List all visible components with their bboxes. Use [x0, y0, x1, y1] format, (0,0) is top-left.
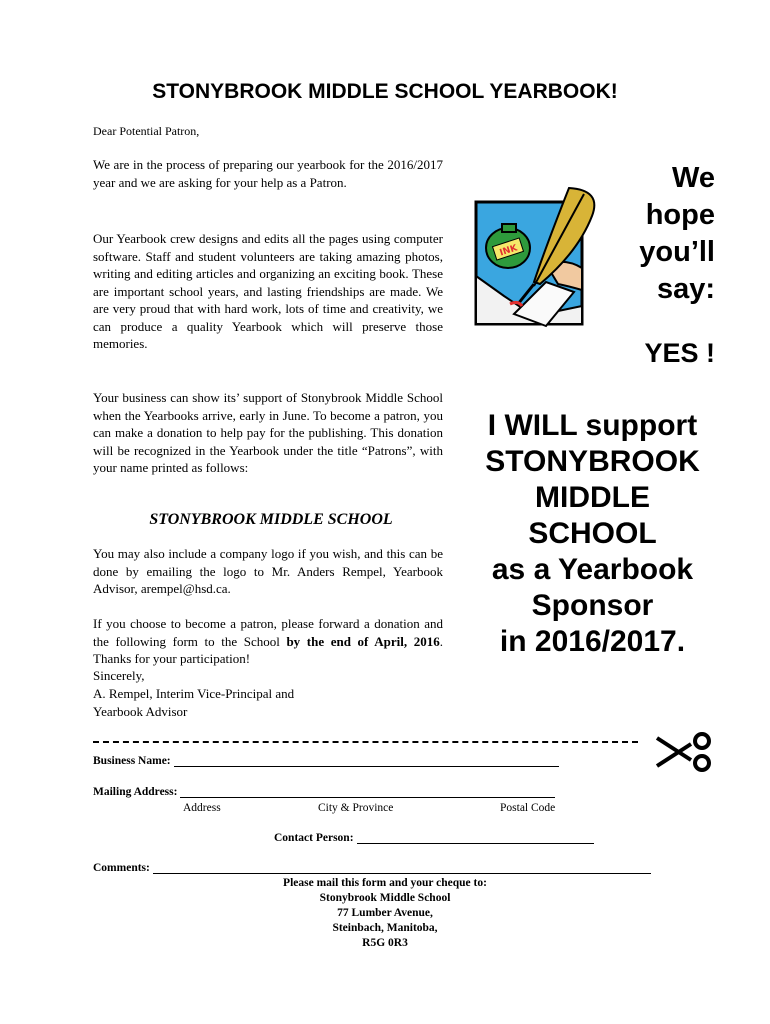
business-name-row: [93, 755, 559, 767]
signoff-title: Yearbook Advisor: [93, 704, 188, 719]
deadline-paragraph: [93, 615, 443, 668]
deadline-text-pre: If you choose to become a patron, please forward a donation and the following form to the School: [93, 616, 443, 649]
support-line: SCHOOL: [528, 517, 657, 550]
quill-ink-clipart: [474, 186, 604, 331]
contact-person-label: Contact Person:: [274, 832, 354, 844]
comments-field[interactable]: [153, 862, 651, 874]
intro-paragraph: We are in the process of preparing our yearbook for the 2016/2017 year and we are asking for your help as a Patron.: [93, 157, 443, 190]
support-line: as a Yearbook: [491, 553, 694, 586]
contact-person-row: [274, 832, 594, 844]
postal-code-sublabel: Postal Code: [500, 802, 556, 814]
mail-intro: Please mail this form and your cheque to:: [283, 877, 487, 889]
ink-label: INK: [498, 243, 519, 259]
support-line: MIDDLE: [535, 481, 650, 514]
mailing-address-field[interactable]: [180, 786, 555, 798]
mail-postal: R5G 0R3: [362, 937, 408, 949]
hope-callout: [620, 160, 715, 308]
signoff: [93, 667, 294, 721]
mailing-address-label: Mailing Address:: [93, 786, 178, 798]
support-line: STONYBROOK: [485, 445, 700, 478]
mailing-address-row: [93, 786, 555, 798]
hope-line-1: We: [672, 162, 715, 194]
hope-line-2: hope: [645, 199, 715, 231]
mailing-instructions: [0, 876, 770, 951]
support-statement: [460, 408, 725, 660]
address-sublabel: Address: [183, 802, 221, 814]
city-province-sublabel: City & Province: [318, 802, 394, 814]
mail-city: Steinbach, Manitoba,: [332, 922, 438, 934]
patron-paragraph: Your business can show its’ support of Stonybrook Middle School when the Yearbooks arrive, early in June. To become a patron, you can make a donation to help pay for the publishing. This donation will be recognized in the Yearbook under the title “Patrons”, with your name printed as follows:: [93, 390, 443, 475]
hope-line-4: say:: [656, 273, 715, 305]
support-line: Sponsor: [531, 589, 654, 622]
support-line: in 2016/2017.: [499, 625, 686, 658]
business-name-field[interactable]: [174, 755, 559, 767]
scissors-icon: [653, 732, 715, 772]
mail-school: Stonybrook Middle School: [319, 892, 451, 904]
patron-name-example: STONYBROOK MIDDLE SCHOOL: [149, 511, 393, 528]
comments-label: Comments:: [93, 862, 150, 874]
greeting: Dear Potential Patron,: [93, 124, 200, 138]
yearbook-crew-paragraph: Our Yearbook crew designs and edits all the pages using computer software. Staff and student volunteers are taking amazing photos, writing and editing articles and organizing an exciting book. These are important school years, and lasting friendships are made. We are very proud that with hard work, lots of time and creativity, we can produce a quality Yearbook which will preserve those memories.: [93, 231, 443, 351]
deadline-date: by the end of April, 2016: [286, 633, 440, 649]
deadline-text-post: . Thanks for your participation!: [93, 633, 443, 666]
signoff-closing: Sincerely,: [93, 668, 145, 683]
yes-callout: YES !: [644, 338, 715, 368]
business-name-label: Business Name:: [93, 755, 171, 767]
cut-line: [93, 741, 638, 743]
hope-line-3: you’ll: [639, 236, 715, 268]
support-line: I WILL support: [487, 409, 698, 442]
signoff-name: A. Rempel, Interim Vice-Principal and: [93, 686, 295, 701]
contact-person-field[interactable]: [357, 832, 594, 844]
page-title: STONYBROOK MIDDLE SCHOOL YEARBOOK!: [152, 80, 618, 103]
logo-paragraph: You may also include a company logo if you wish, and this can be done by emailing the logo to Mr. Anders Rempel, Yearbook Advisor, arempel@hsd.ca.: [93, 546, 443, 596]
comments-row: [93, 862, 651, 874]
mail-street: 77 Lumber Avenue,: [337, 907, 433, 919]
